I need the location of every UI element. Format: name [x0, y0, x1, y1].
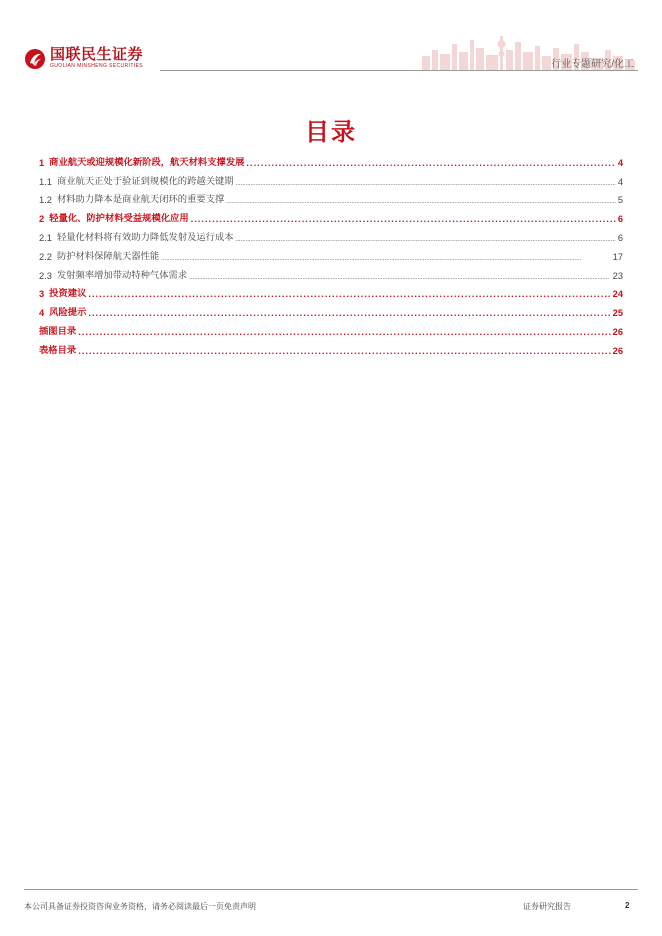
toc-entry-number: 2.3 [39, 270, 52, 281]
toc-leader-dots [88, 289, 610, 299]
page-number: 2 [625, 901, 630, 910]
toc-leader-dots [78, 327, 610, 337]
toc-entry[interactable] [39, 205, 623, 224]
table-of-contents [39, 149, 623, 356]
toc-entry[interactable] [39, 337, 623, 356]
toc-entry-page: 25 [612, 308, 623, 319]
toc-leader-dots [78, 346, 610, 356]
toc-entry-page: 6 [617, 232, 623, 243]
toc-entry-label: 表格目录 [39, 344, 77, 355]
toc-entry-number: 2 [39, 214, 45, 225]
toc-entry-page: 24 [612, 289, 623, 300]
footer-divider [24, 889, 638, 890]
toc-entry-page: 26 [612, 345, 623, 356]
toc-entry-page: 5 [617, 195, 623, 206]
toc-entry-label: 投资建议 [49, 288, 87, 299]
logo-name-cn: 国联民生证券 [50, 46, 144, 63]
toc-entry[interactable] [39, 299, 623, 318]
toc-entry-number: 2.2 [39, 251, 52, 262]
toc-entry[interactable] [39, 243, 623, 262]
toc-entry-label: 插图目录 [39, 325, 77, 336]
toc-entry-number: 1 [39, 157, 45, 168]
toc-leader-dots [88, 308, 610, 318]
toc-entry-page: 23 [612, 270, 623, 281]
toc-entry[interactable] [39, 281, 623, 300]
toc-title: 目录 [305, 119, 357, 146]
page-header [0, 0, 662, 80]
toc-leader-dots [236, 237, 616, 243]
footer-report-type: 证券研究报告 [523, 902, 571, 911]
toc-entry-label: 发射频率增加带动特种气体需求 [56, 269, 188, 280]
toc-entry-label: 风险提示 [49, 307, 87, 318]
toc-leader-dots [191, 214, 616, 224]
toc-entry-number: 2.1 [39, 232, 52, 243]
toc-entry[interactable] [39, 168, 623, 187]
toc-leader-dots [246, 158, 615, 168]
toc-entry-label: 防护材料保障航天器性能 [56, 250, 160, 261]
report-category: 行业专题研究/化工 [551, 59, 634, 70]
toc-entry-page: 4 [617, 157, 623, 168]
toc-entry-label: 轻量化、防护材料受益规模化应用 [49, 213, 189, 224]
toc-entry-page: 26 [612, 326, 623, 337]
logo-emblem-icon [24, 48, 46, 70]
toc-entry[interactable] [39, 262, 623, 281]
footer-disclaimer: 本公司具备证券投资咨询业务资格，请务必阅读最后一页免责声明 [24, 902, 256, 911]
toc-entry[interactable] [39, 149, 623, 168]
toc-entry-label: 材料助力降本是商业航天闭环的重要支撑 [56, 194, 225, 205]
logo-name-en: GUOLIAN MINSHENG SECURITIES [50, 63, 144, 69]
toc-leader-dots [236, 181, 616, 187]
toc-entry[interactable] [39, 318, 623, 337]
toc-entry-number: 1.2 [39, 195, 52, 206]
toc-entry-number: 3 [39, 289, 45, 300]
toc-entry-label: 商业航天或迎规模化新阶段，航天材料支撑发展 [49, 156, 245, 167]
toc-entry-label: 轻量化材料将有效助力降低发射及运行成本 [56, 231, 234, 242]
toc-leader-dots [189, 275, 611, 281]
toc-leader-dots [161, 256, 610, 262]
company-logo [24, 47, 143, 70]
header-divider [160, 70, 638, 71]
toc-entry-number: 4 [39, 308, 45, 319]
toc-entry-page: 4 [617, 176, 623, 187]
toc-entry-page: 17 [612, 251, 623, 262]
toc-entry[interactable] [39, 187, 623, 206]
toc-entry-page: 6 [617, 214, 623, 225]
toc-entry-label: 商业航天正处于验证到规模化的跨越关键期 [56, 175, 234, 186]
toc-entry[interactable] [39, 224, 623, 243]
toc-entry-number: 1.1 [39, 176, 52, 187]
toc-leader-dots [226, 199, 616, 205]
